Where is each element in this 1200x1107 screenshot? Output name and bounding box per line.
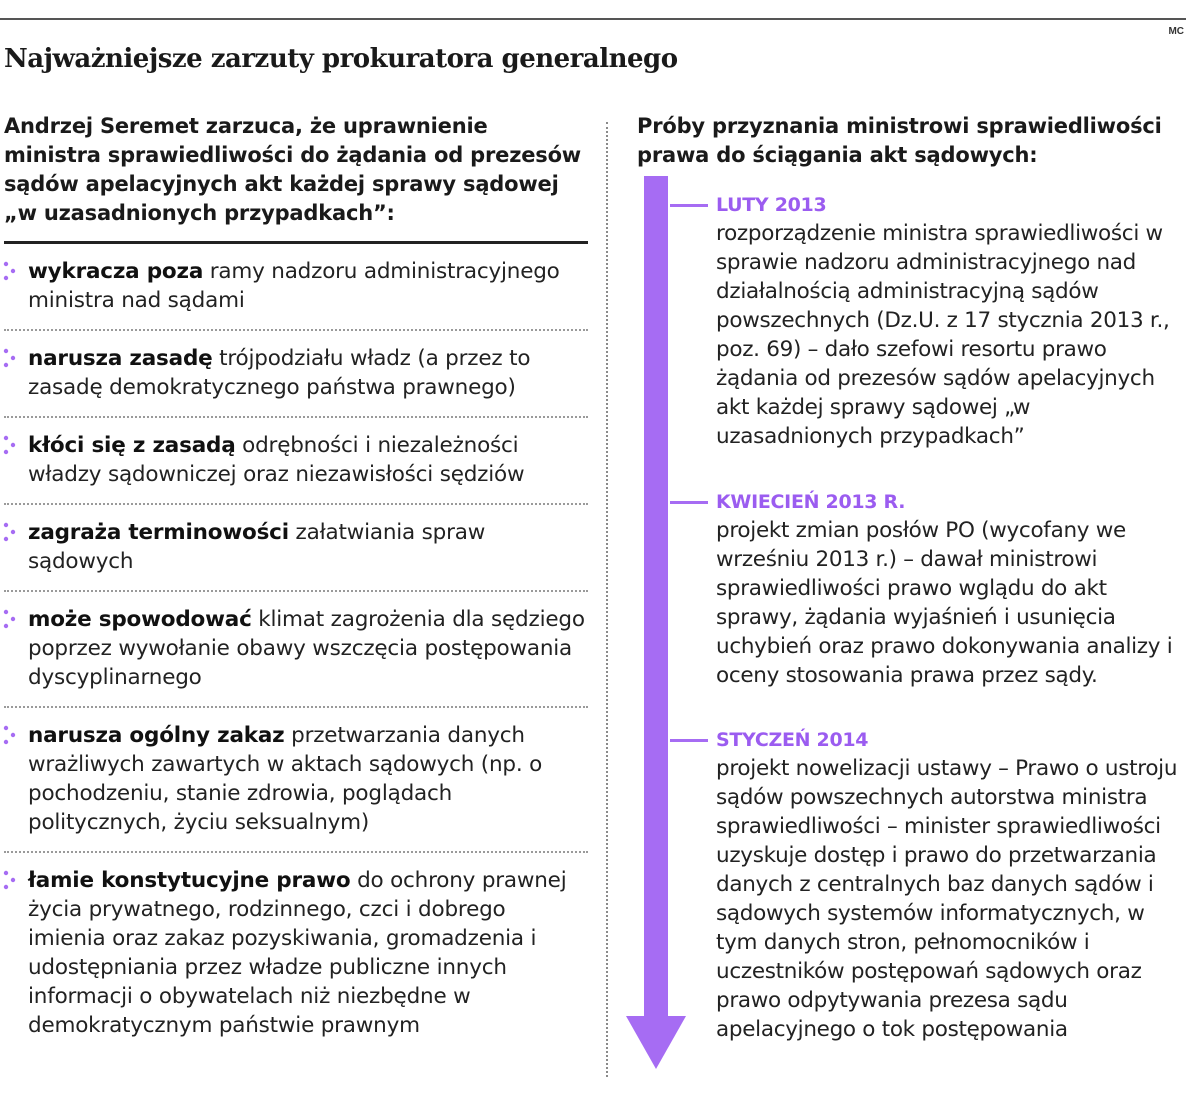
item-bold: może spowodować — [28, 607, 252, 632]
item-text: klimat zagrożenia dla sędziego poprzez wywołanie obawy wszczęcia postępowania dyscyplinarnego — [28, 607, 585, 690]
list-item — [4, 418, 588, 505]
dots-bullet-icon — [3, 346, 17, 370]
item-text: przetwarzania danych wrażliwych zawartych w aktach sądowych (np. o pochodzeniu, stanie zdrowia, poglądach politycznych, życiu seksualnym) — [28, 723, 543, 835]
entry-text: projekt zmian posłów PO (wycofany we wrześniu 2013 r.) – dawał ministrowi sprawiedliwości prawo wglądu do akt sprawy, żądania wyjaśnień i usunięcia uchybień oraz prawo dokonywania analizy i oceny stosowania prawa przez sądy. — [716, 518, 1173, 688]
item-text: załatwiania spraw sądowych — [28, 520, 486, 574]
timeline-entry — [716, 191, 1186, 451]
item-bold: kłóci się z zasadą — [28, 433, 236, 458]
dots-bullet-icon — [3, 433, 17, 457]
timeline-tick — [670, 739, 708, 742]
item-bold: łamie konstytucyjne prawo — [28, 868, 351, 893]
allegations-list — [4, 244, 588, 1054]
entry-text: rozporządzenie ministra sprawiedliwości w sprawie nadzoru administracyjnego nad działalnością administracyjną sądów powszechnych (Dz.U. z 17 stycznia 2013 r., poz. 69) – dało szefowi resortu prawo żądania od prezesów sądów apelacyjnych akt każdej sprawy sądowej „w uzasadnionych przypadkach” — [716, 221, 1170, 449]
list-item — [4, 244, 588, 331]
entry-date: LUTY 2013 — [716, 194, 827, 216]
left-column — [4, 112, 588, 1054]
timeline-arrow-icon — [626, 176, 686, 1071]
entry-date: KWIECIEŃ 2013 R. — [716, 491, 906, 513]
item-text: do ochrony prawnej życia prywatnego, rodzinnego, czci i dobrego imienia oraz zakaz pozyskiwania, gromadzenia i udostępniania przez władze publiczne innych informacji o obywatelach niż niezbędne w demokratycznym państwie prawnym — [28, 868, 567, 1038]
timeline-tick — [670, 501, 708, 504]
top-rule — [0, 18, 1186, 20]
dots-bullet-icon — [3, 607, 17, 631]
page-title: Najważniejsze zarzuty prokuratora generalnego — [4, 44, 678, 74]
entry-date: STYCZEŃ 2014 — [716, 729, 869, 751]
column-divider — [606, 122, 608, 1077]
timeline-entry — [716, 726, 1186, 1044]
timeline-tick — [670, 204, 708, 207]
item-bold: wykracza poza — [28, 259, 204, 284]
list-item — [4, 708, 588, 853]
entry-text: projekt nowelizacji ustawy – Prawo o ustroju sądów powszechnych autorstwa ministra sprawiedliwości – minister sprawiedliwości uzyskuje dostęp i prawo do przetwarzania danych z centralnych baz danych sądów i sądowych systemów informatycznych, w tym danych stron, pełnomocników i uczestników postępowań sądowych oraz prawo odpytywania prezesa sądu apelacyjnego o tok postępowania — [716, 756, 1178, 1042]
item-text: trójpodziału władz (a przez to zasadę demokratycznego państwa prawnego) — [28, 346, 531, 400]
item-text: ramy nadzoru administracyjnego ministra nad sądami — [28, 259, 560, 313]
dots-bullet-icon — [3, 723, 17, 747]
list-item — [4, 505, 588, 592]
item-text: odrębności i niezależności władzy sądowniczej oraz niezawisłości sędziów — [28, 433, 525, 487]
author-credit: MC — [1168, 26, 1184, 37]
timeline-entry — [716, 488, 1186, 690]
list-item — [4, 592, 588, 708]
left-intro: Andrzej Seremet zarzuca, że uprawnienie ministra sprawiedliwości do żądania od prezesów sądów apelacyjnych akt każdej sprawy sądowej „w uzasadnionych przypadkach”: — [4, 114, 582, 225]
dots-bullet-icon — [3, 520, 17, 544]
list-item — [4, 853, 588, 1054]
item-bold: narusza ogólny zakaz — [28, 723, 285, 748]
item-bold: narusza zasadę — [28, 346, 213, 371]
right-intro: Próby przyznania ministrowi sprawiedliwości prawa do ściągania akt sądowych: — [637, 114, 1162, 167]
list-item — [4, 331, 588, 418]
dots-bullet-icon — [3, 259, 17, 283]
item-bold: zagraża terminowości — [28, 520, 289, 545]
dots-bullet-icon — [3, 868, 17, 892]
